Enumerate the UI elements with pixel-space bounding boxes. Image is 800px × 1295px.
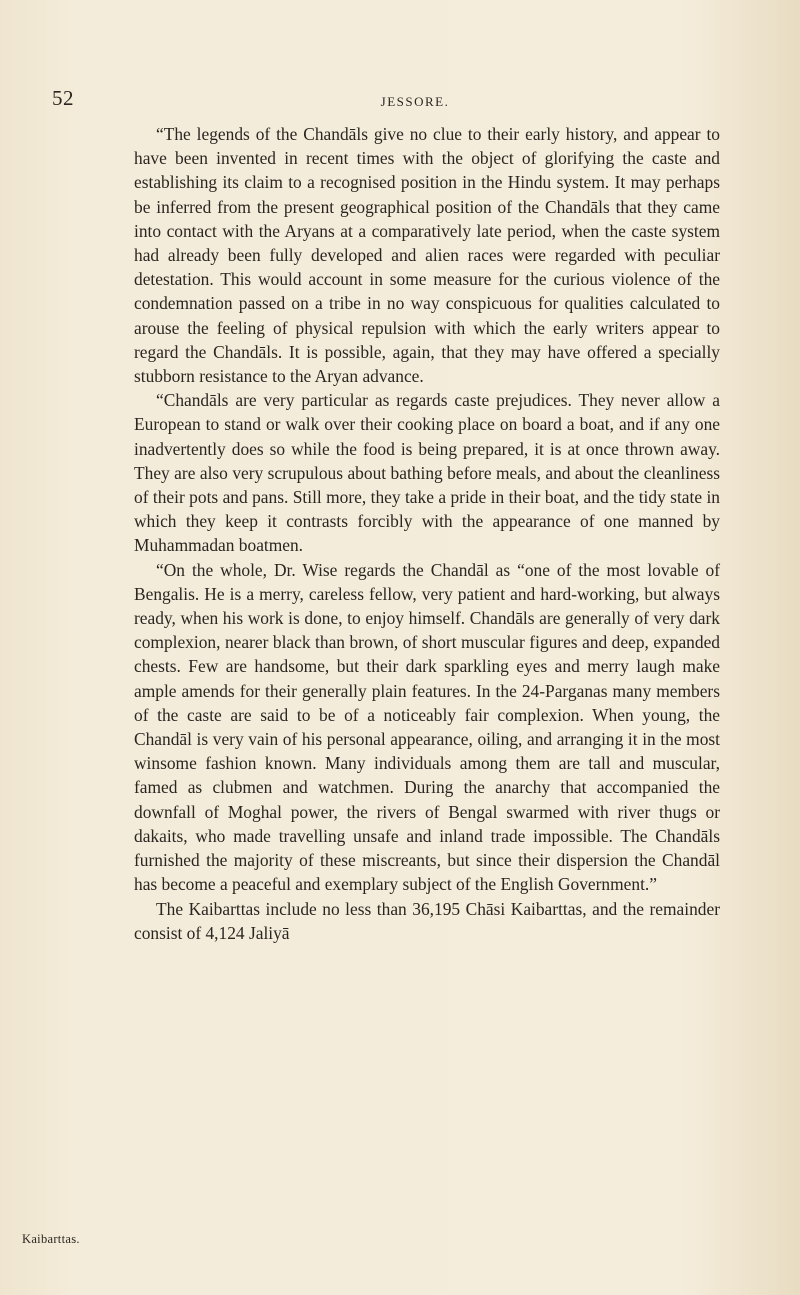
page-number: 52: [52, 86, 74, 110]
running-head: JESSORE.: [380, 94, 450, 109]
paragraph-kaibarttas: The Kaibarttas include no less than 36,195 Chāsi Kaibarttas, and the remainder consist of 4,124 Jaliyā: [134, 898, 720, 943]
margin-note-kaibarttas: Kaibarttas.: [22, 1232, 80, 1246]
paragraph-caste-prejudices: “Chandāls are very particular as regards caste prejudices. They never allow a European to stand or walk over their cooking place on board a boat, and if any one inadvertently does so while the food is being prepared, it is at once thrown away. They are also very scrupulous about bathing before meals, and about the cleanliness of their pots and pans. Still more, they take a pride in their boat, and the tidy state in which they keep it contrasts forcibly with the appearance of one manned by Muhammadan boatmen.: [134, 390, 720, 556]
paragraph-chandal-legends: “The legends of the Chandāls give no clue to their early history, and appear to have been invented in recent times with the object of glorifying the caste and establishing its claim to a recognised position in the Hindu system. It may perhaps be inferred from the present geographical position of the Chandāls that they came into contact with the Aryans at a comparatively late period, when the caste system had already been fully developed and alien races were regarded with peculiar detestation. This would account in some measure for the curious violence of the condemnation passed on a tribe in no way conspicuous for qualities calculated to arouse the feeling of physical repulsion with which the early writers appear to regard the Chandāls. It is possible, again, that they may have offered a specially stubborn resistance to the Aryan advance.: [134, 124, 720, 387]
body-text: [134, 122, 720, 945]
paragraph-dr-wise: “On the whole, Dr. Wise regards the Chandāl as “one of the most lovable of Bengalis. He is a merry, careless fellow, very patient and hard-working, but always ready, when his work is done, to enjoy himself. Chandāls are generally of very dark complexion, nearer black than brown, of short muscular figures and deep, expanded chests. Few are handsome, but their dark sparkling eyes and merry laugh make ample amends for their generally plain features. In the 24-Parganas many members of the caste are said to be of a noticeably fair complexion. When young, the Chandāl is very vain of his personal appearance, oiling, and arranging it in the most winsome fashion known. Many individuals among them are tall and muscular, famed as clubmen and watchmen. During the anarchy that accompanied the downfall of Moghal power, the rivers of Bengal swarmed with river thugs or dakaits, who made travelling unsafe and inland trade impossible. The Chandāls furnished the majority of these miscreants, but since their dispersion the Chandāl has become a peaceful and exemplary subject of the English Government.”: [134, 559, 720, 895]
